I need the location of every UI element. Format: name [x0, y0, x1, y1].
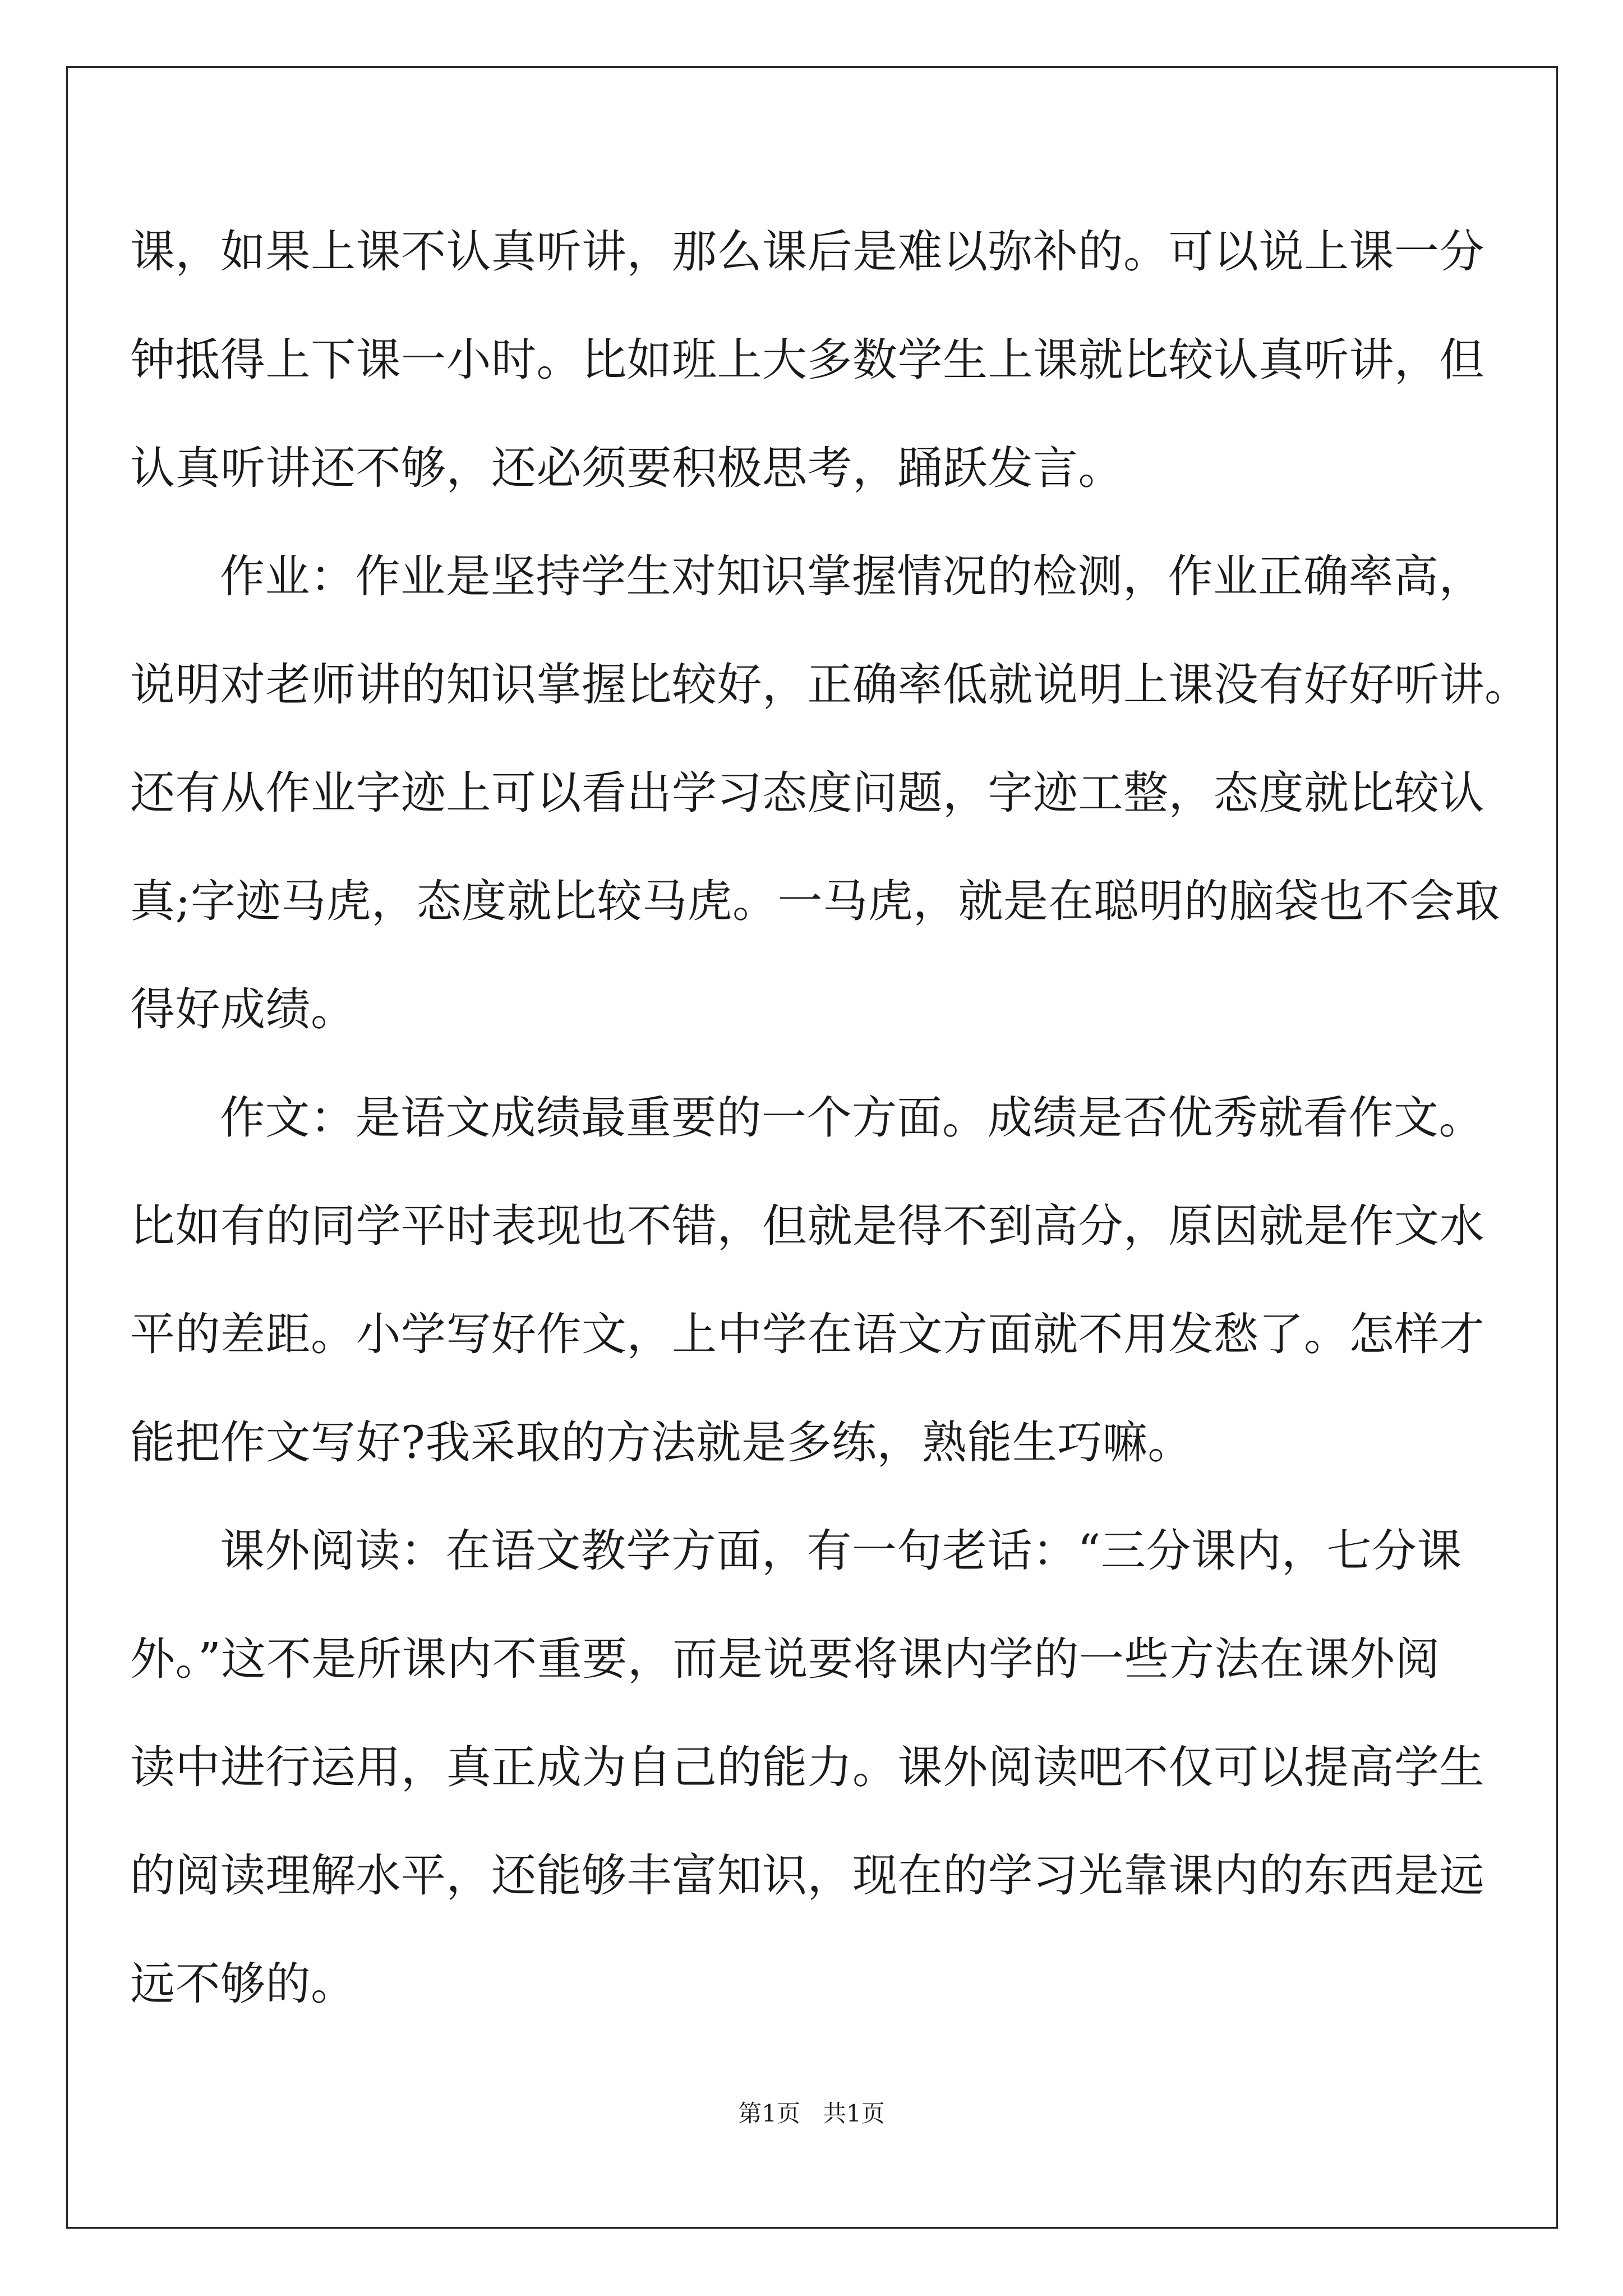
text-line: 作业：作业是坚持学生对知识掌握情况的检测，作业正确率高， [220, 550, 1484, 602]
text-line: 钟抵得上下课一小时。比如班上大多数学生上课就比较认真听讲，但 [130, 334, 1484, 386]
text-line: 作文：是语文成绩最重要的一个方面。成绩是否优秀就看作文。 [220, 1092, 1484, 1144]
text-line: 得好成绩。 [130, 983, 356, 1036]
text-line: 认真听讲还不够，还必须要积极思考，踊跃发言。 [130, 442, 1123, 494]
text-line: 能把作文写好?我采取的方法就是多练，熟能生巧嘛。 [130, 1416, 1193, 1469]
document-body [130, 197, 1530, 2038]
text-line: 还有从作业字迹上可以看出学习态度问题，字迹工整，态度就比较认 [130, 767, 1484, 819]
text-line: 课外阅读：在语文教学方面，有一句老话：“三分课内，七分课 [220, 1525, 1462, 1577]
text-line: 读中进行运用，真正成为自己的能力。课外阅读吧不仅可以提高学生 [130, 1741, 1484, 1793]
text-line: 远不够的。 [130, 1958, 356, 2010]
text-line: 说明对老师讲的知识掌握比较好，正确率低就说明上课没有好好听讲。 [130, 659, 1530, 711]
text-line: 真;字迹马虎，态度就比较马虎。一马虎，就是在聪明的脑袋也不会取 [130, 875, 1500, 927]
text-line: 平的差距。小学写好作文，上中学在语文方面就不用发愁了。怎样才 [130, 1308, 1484, 1360]
text-line: 的阅读理解水平，还能够丰富知识，现在的学习光靠课内的东西是远 [130, 1849, 1484, 1902]
page-number-footer: 第1页 共1页 [738, 2100, 885, 2127]
text-line: 课，如果上课不认真听讲，那么课后是难以弥补的。可以说上课一分 [130, 226, 1484, 278]
text-line: 外。”这不是所课内不重要，而是说要将课内学的一些方法在课外阅 [130, 1633, 1440, 1685]
text-line: 比如有的同学平时表现也不错，但就是得不到高分，原因就是作文水 [130, 1200, 1484, 1252]
